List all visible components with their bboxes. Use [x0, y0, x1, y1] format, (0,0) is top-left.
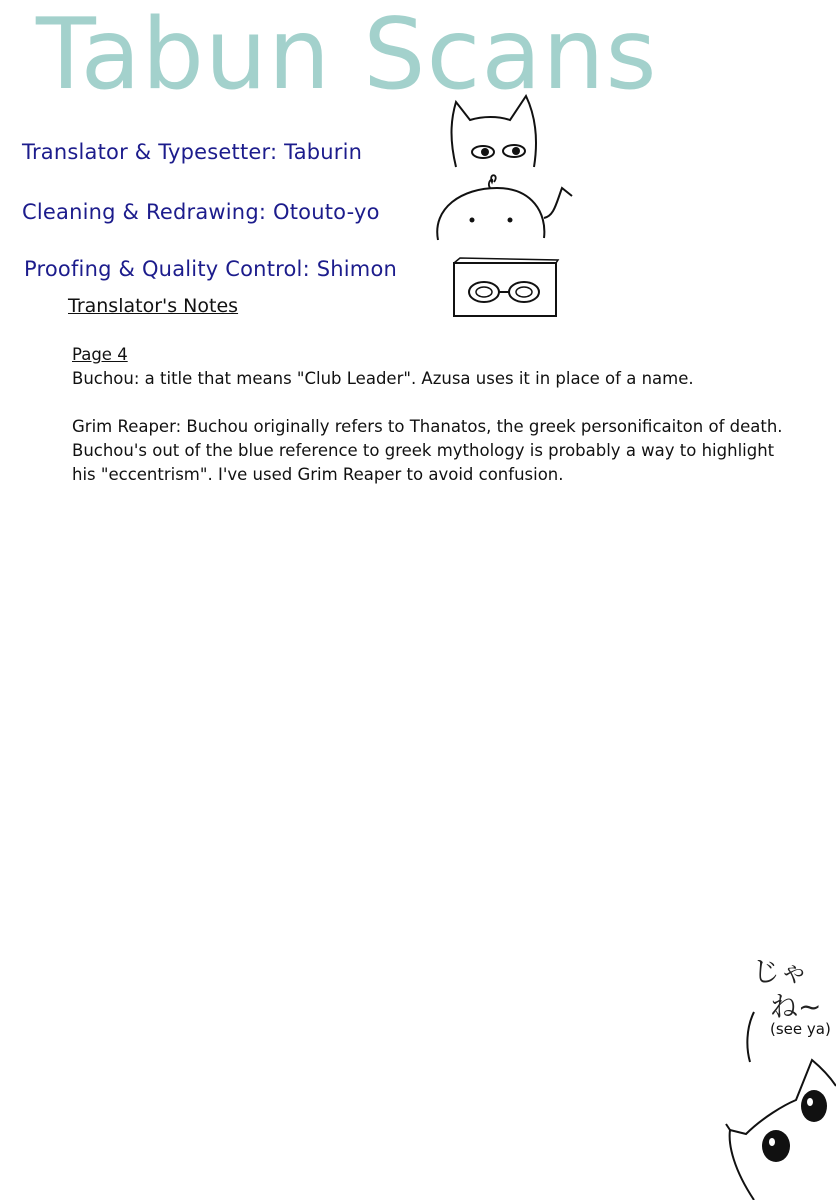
credit-cleaning: Cleaning & Redrawing: Otouto-yo	[22, 200, 380, 224]
credit-proofing: Proofing & Quality Control: Shimon	[24, 257, 398, 281]
credit-translator: Translator & Typesetter: Taburin	[22, 140, 363, 164]
page-reference: Page 4	[72, 345, 128, 364]
glasses-box-doodle-icon	[450, 255, 562, 320]
farewell-english: (see ya)	[770, 1020, 831, 1038]
site-title: Tabun Scans	[36, 0, 658, 112]
farewell-japanese-line1: じゃ	[752, 955, 809, 988]
cat-doodle-icon	[448, 92, 548, 172]
farewell-japanese-line2: ね~	[770, 990, 822, 1023]
peeking-cat-doodle-icon	[724, 1050, 836, 1200]
note-entry: Grim Reaper: Buchou originally refers to Thanatos, the greek personificaiton of death. Buchou's out of the blue reference to greek mythology is probably a way to highlight his "eccentrism". I've used Grim Reaper to avoid confusion.	[72, 417, 783, 484]
note-entry: Buchou: a title that means "Club Leader". Azusa uses it in place of a name.	[72, 369, 694, 388]
translators-notes-heading: Translator's Notes	[68, 295, 239, 317]
blob-doodle-icon	[432, 168, 577, 243]
